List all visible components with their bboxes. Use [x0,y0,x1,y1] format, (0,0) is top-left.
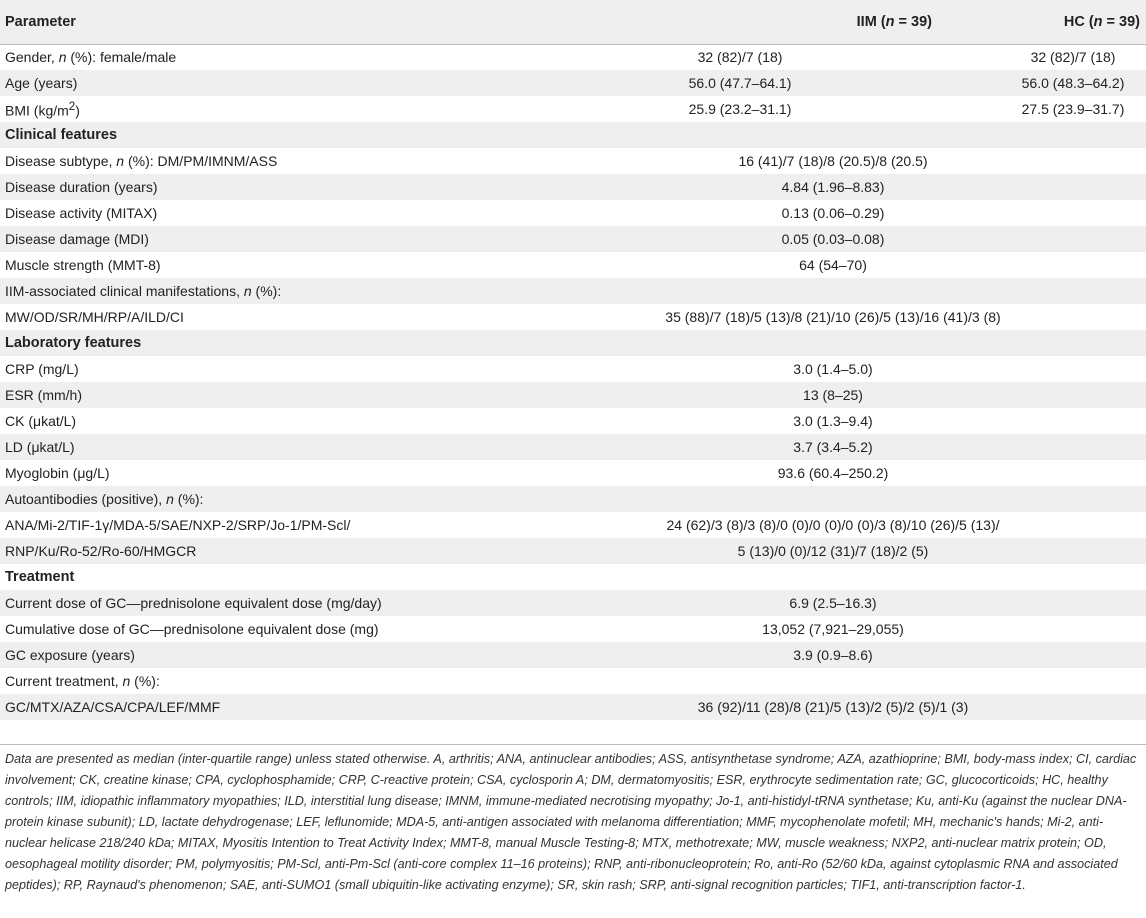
parameter-label: CK (μkat/L) [5,413,77,429]
table-row-myoglobin [0,460,1146,486]
iim-value: 35 (88)/7 (18)/5 (13)/8 (21)/10 (26)/5 (13)/16 (41)/3 (8) [665,309,1001,325]
iim-value [520,668,1146,694]
table-row-gender [0,44,1146,70]
iim-value [520,486,1146,512]
table-row-autoantibodies-2 [0,538,1146,564]
section-heading: Treatment [5,569,75,585]
parameter-label: MW/OD/SR/MH/RP/A/ILD/CI [5,309,184,325]
header-iim: IIM (n = 39) [520,0,960,44]
parameter-label: Current treatment, n (%): [5,673,160,689]
table-row-esr [0,382,1146,408]
iim-value [520,278,1146,304]
iim-value: 3.0 (1.3–9.4) [793,413,873,429]
iim-value: 13,052 (7,921–29,055) [762,621,904,637]
iim-value: 4.84 (1.96–8.83) [781,179,885,195]
table-row-duration [0,174,1146,200]
hc-value: 56.0 (48.3–64.2) [1021,75,1125,91]
section-heading: Laboratory features [5,335,142,351]
parameter-label: Disease damage (MDI) [5,231,149,247]
parameter-label: Disease activity (MITAX) [5,205,158,221]
parameter-label: Disease subtype, n (%): DM/PM/IMNM/ASS [5,153,278,169]
iim-value: 6.9 (2.5–16.3) [789,595,877,611]
iim-value: 16 (41)/7 (18)/8 (20.5)/8 (20.5) [738,153,928,169]
iim-value: 0.05 (0.03–0.08) [781,231,885,247]
section-row-laboratory [0,330,1146,356]
table-row-ld [0,434,1146,460]
iim-value: 56.0 (47.7–64.1) [688,75,792,91]
iim-value: 64 (54–70) [799,257,867,273]
iim-value: 3.9 (0.9–8.6) [793,647,873,663]
parameter-label: Muscle strength (MMT-8) [5,257,161,273]
table-row-manifestations [0,278,1146,304]
table-row-strength [0,252,1146,278]
parameter-label: Cumulative dose of GC—prednisolone equivalent dose (mg) [5,621,379,637]
header-parameter: Parameter [0,0,520,44]
table-row-autoantibodies [0,486,1146,512]
table-row-current-treatment [0,668,1146,694]
parameter-label: GC/MTX/AZA/CSA/CPA/LEF/MMF [5,699,221,715]
iim-value: 93.6 (60.4–250.2) [777,465,889,481]
table-row-manifestations-list [0,304,1146,330]
hc-value: 32 (82)/7 (18) [1030,49,1116,66]
header-hc: HC (n = 39) [960,0,1146,44]
table-row-activity [0,200,1146,226]
table-row-age [0,70,1146,96]
table-row-crp [0,356,1146,382]
parameter-label: IIM-associated clinical manifestations, n (%): [5,283,282,299]
section-row-clinical [0,122,1146,148]
parameter-label: Gender, n (%): female/male [5,49,177,66]
parameter-label: Autoantibodies (positive), n (%): [5,491,204,507]
parameter-label: GC exposure (years) [5,647,135,663]
table-row-damage [0,226,1146,252]
iim-value: 32 (82)/7 (18) [697,49,783,66]
parameter-label: ESR (mm/h) [5,387,82,403]
parameter-label: Disease duration (years) [5,179,158,195]
table-body [0,44,1146,720]
iim-value: 3.0 (1.4–5.0) [793,361,873,377]
iim-value: 36 (92)/11 (28)/8 (21)/5 (13)/2 (5)/2 (5)/1 (3) [697,699,969,715]
table-row-autoantibodies-1 [0,512,1146,538]
section-heading: Clinical features [5,127,118,143]
section-row-treatment [0,564,1146,590]
parameter-label: ANA/Mi-2/TIF-1γ/MDA-5/SAE/NXP-2/SRP/Jo-1/PM-Scl/ [5,517,351,533]
parameter-label: LD (μkat/L) [5,439,75,455]
parameter-label: Current dose of GC—prednisolone equivalent dose (mg/day) [5,595,382,611]
table-header [0,0,1146,44]
iim-value: 0.13 (0.06–0.29) [781,205,885,221]
table-row-gc-current [0,590,1146,616]
table-row-ck [0,408,1146,434]
table-footnote: Data are presented as median (inter-quartile range) unless stated otherwise. A, arthritis; ANA, antinuclear antibodies; ASS, antisynthetase syndrome; AZA, azathioprine; BMI, body-mass index; CI, cardiac involvement; CK, creatine kinase; CPA, cyclophosphamide; CRP, C-reactive protein; CSA, cyclosporin A; DM, dermatomyositis; ESR, erythrocyte sedimentation rate; GC, glucocorticoids; HC, healthy controls; IIM, idiopathic inflammatory myopathies; ILD, interstitial lung disease; IMNM, immune-mediated necrotising myopathy; Jo-1, anti-histidyl-tRNA synthetase; Ku, anti-Ku (against the nuclear DNA-protein kinase subunit); LD, lactate dehydrogenase; LEF, leflunomide; MDA-5, anti-antigen associated with melanoma differentiation; MMF, mycophenolate mofetil; MH, mechanic's hands; Mi-2, anti-nuclear helicase 218/240 kDa; MITAX, Myositis Intention to Treat Activity Index; MMT-8, manual Muscle Testing-8; MTX, methotrexate; MW, muscle weakness; NXP2, anti-nuclear matrix protein; OD, oesophageal motility disorder; PM, polymyositis; PM-Scl, anti-Pm-Scl (anti-core complex 11–16 proteins); RNP, anti-ribonucleoprotein; Ro, anti-Ro (52/60 kDa, against cytoplasmic RNA and associated peptides); RP, Raynaud's phenomenon; SAE, anti-SUMO1 (small ubiquitin-like activating enzyme); SR, skin rash; SRP, anti-signal recognition particles; TIF1, anti-transcription factor-1. [0,744,1146,914]
parameter-label: BMI $(kg/m^2)$ [5,99,80,119]
iim-value: 3.7 (3.4–5.2) [793,439,873,455]
table-row-gc-cumulative [0,616,1146,642]
parameter-label: Age (years) [5,75,78,91]
hc-value: 27.5 (23.9–31.7) [1021,101,1125,117]
parameter-label: RNP/Ku/Ro-52/Ro-60/HMGCR [5,543,197,559]
iim-value: 13 (8–25) [803,387,863,403]
iim-value: 25.9 (23.2–31.1) [688,101,792,117]
parameter-label: Myoglobin (μg/L) [5,465,110,481]
iim-value: 24 (62)/3 (8)/3 (8)/0 (0)/0 (0)/0 (0)/3 (8)/10 (26)/5 (13)/ [666,517,1000,533]
table-row-bmi [0,96,1146,122]
table-row-treatment-list [0,694,1146,720]
table-row-gc-exposure [0,642,1146,668]
iim-value: 5 (13)/0 (0)/12 (31)/7 (18)/2 (5) [737,543,929,559]
parameter-label: CRP (mg/L) [5,361,79,377]
table-row-subtype [0,148,1146,174]
